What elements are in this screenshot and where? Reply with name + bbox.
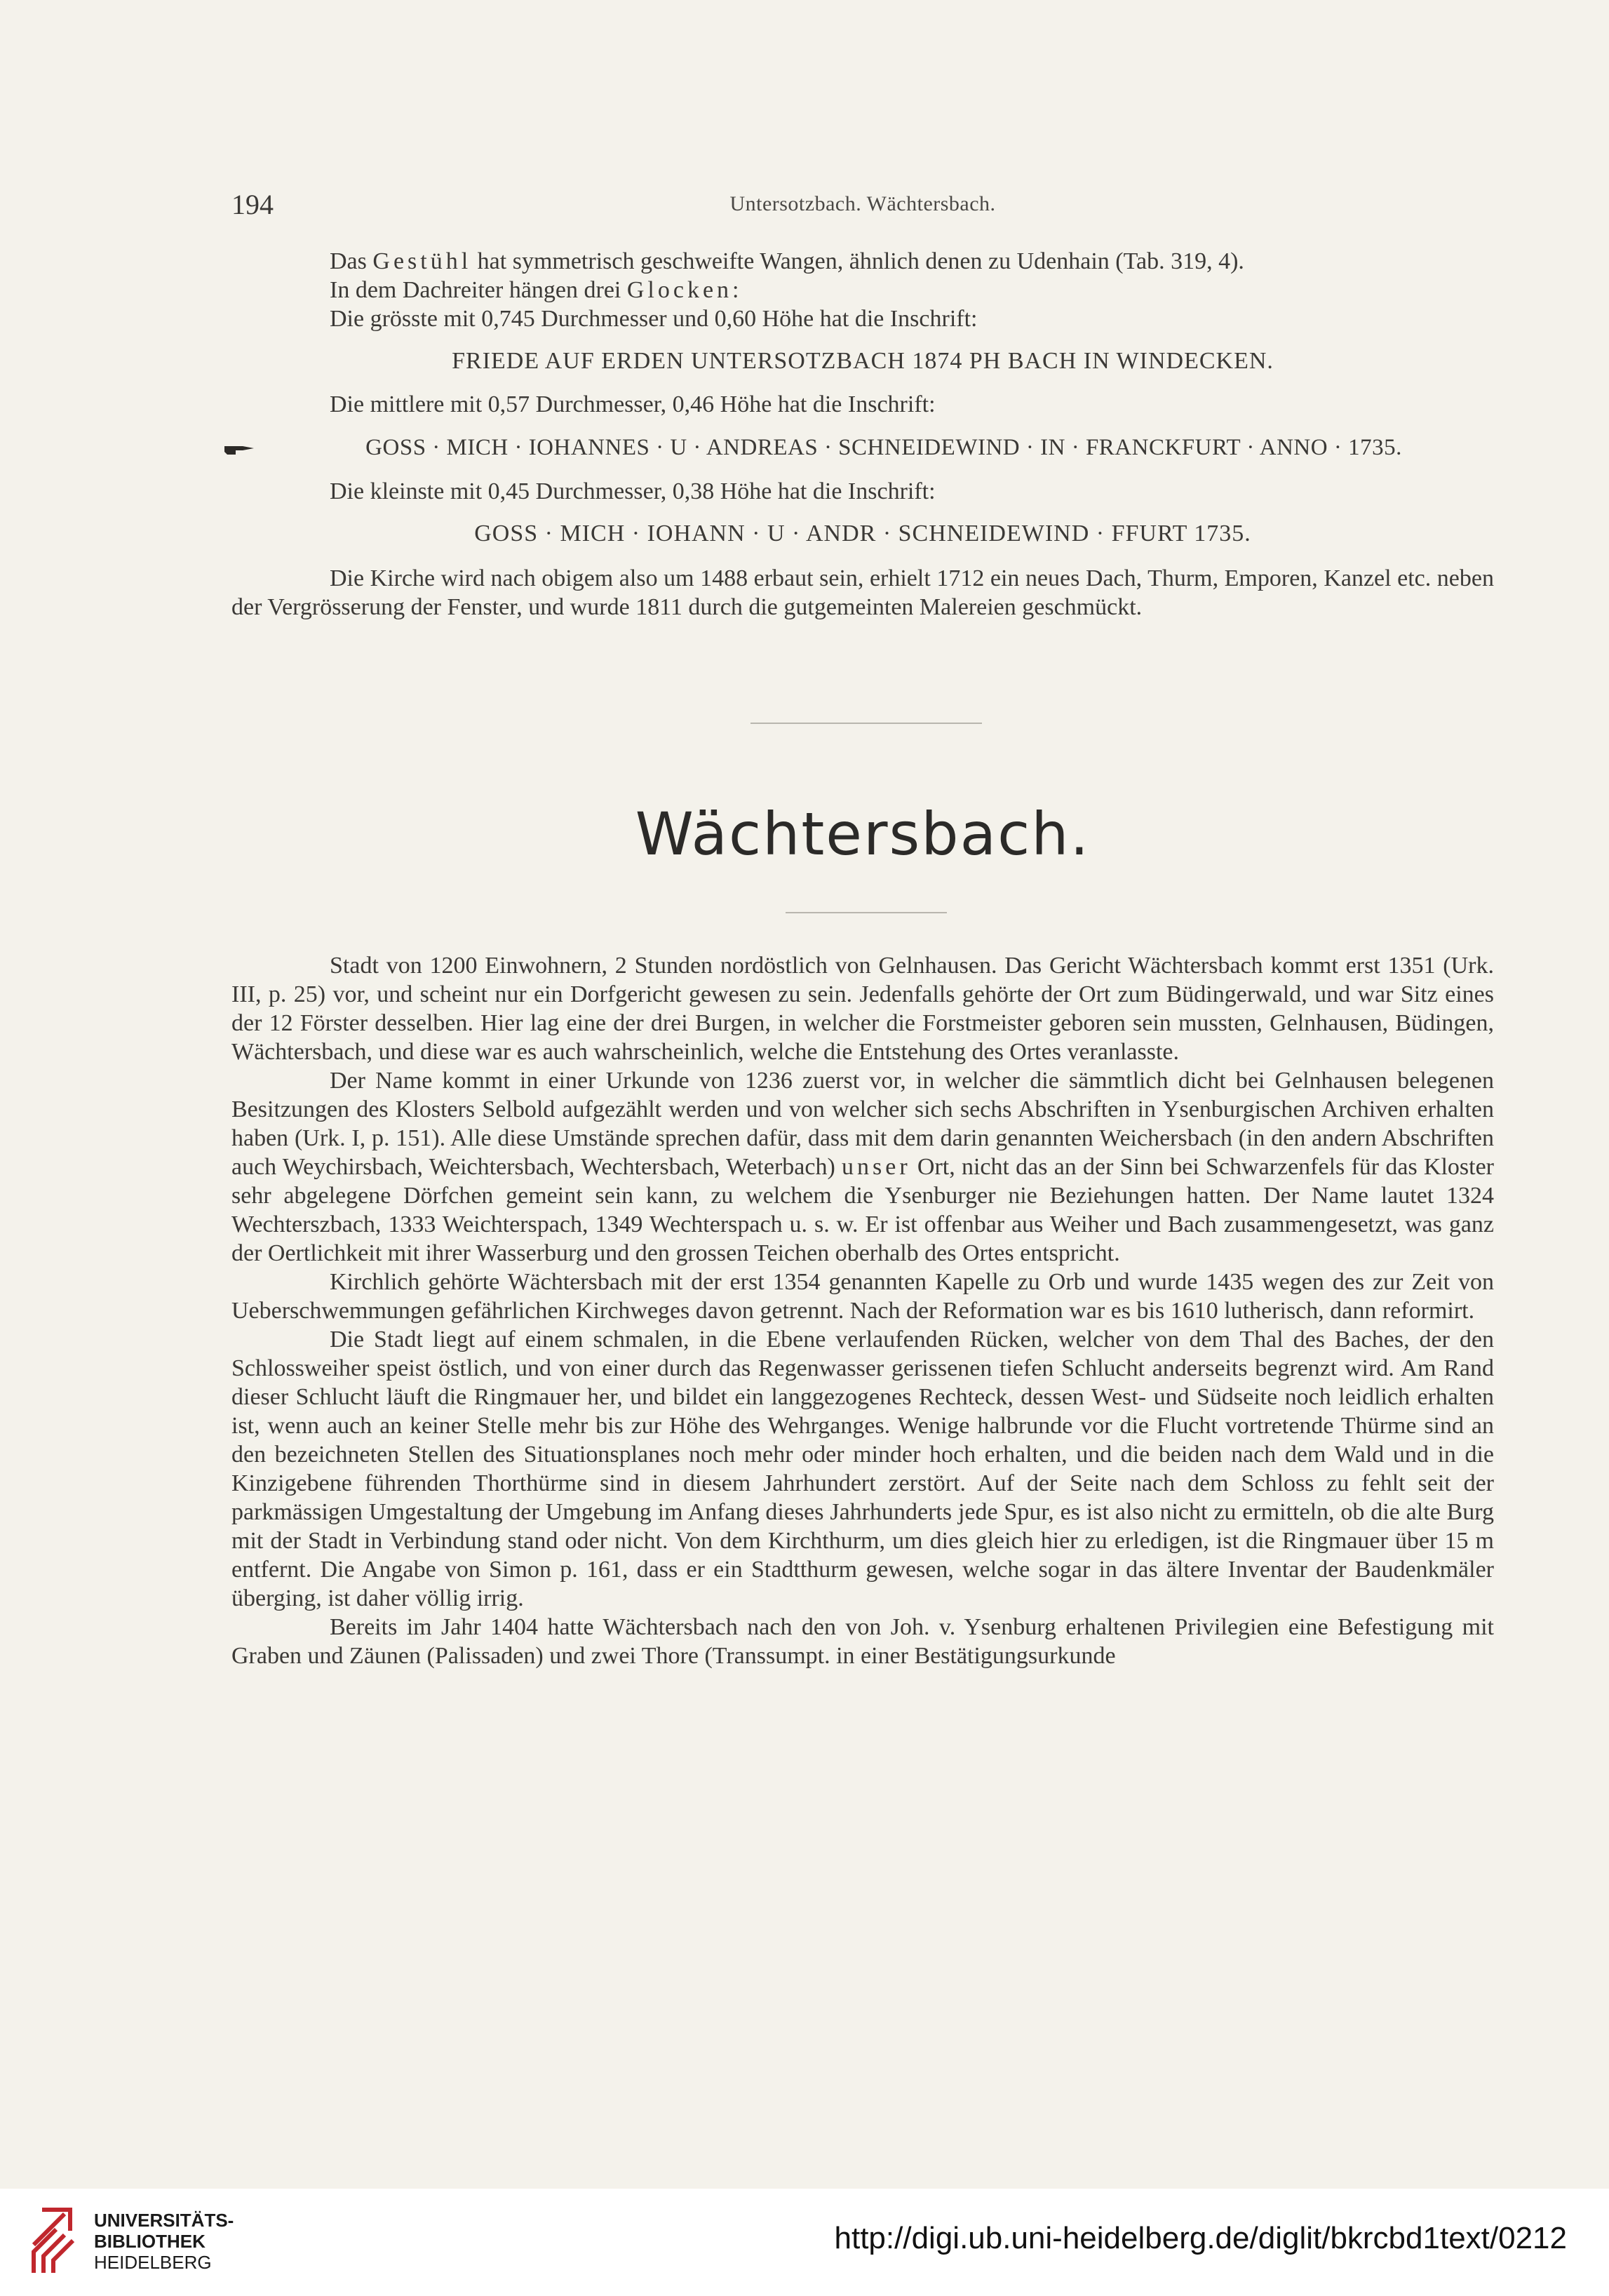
title-underline xyxy=(786,912,947,913)
bell-description xyxy=(231,247,1494,333)
middle-bell-text: Die mittlere mit 0,57 Durchmesser, 0,46 Höhe hat die Inschrift: xyxy=(330,391,936,417)
bells-line: In dem Dachreiter hängen drei Glocken: xyxy=(330,277,739,303)
section-title: Wächtersbach. xyxy=(635,800,1091,868)
paragraph-4: Die Stadt liegt auf einem schmalen, in die Ebene verlaufenden Rücken, welcher von dem Thal des Baches, der den Schlossweiher speist östlich, und von einer durch das Regenwasser gerissenen tiefen Schlucht anderseits begrenzt wird. Am Rand dieser Schlucht läuft die Ringmauer her, und bildet ein langgezogenes Rechteck, dessen West- und Südseite noch leidlich erhalten ist, wenn auch an keiner Stelle mehr bis zur Höhe des Wehrganges. Wenige halbrunde vor die Flucht vortretende Thürme sind an den bezeichneten Stellen des Situationsplanes noch mehr oder minder hoch erhalten, und die beiden nach dem Wald und in die Kinzigebene führenden Thorthürme sind in diesem Jahrhundert zerstört. Auf der Seite nach dem Schloss zu fehlt seit der parkmässigen Umgestaltung der Umgebung im Anfang dieses Jahrhunderts jede Spur, es ist also nicht zu ermitteln, ob die alte Burg mit der Stadt in Verbindung stand oder nicht. Von dem Kirchthurm, um dies gleich hier zu erledigen, ist die Ringmauer über 15 m entfernt. Die Angabe von Simon p. 161, dass er ein Stadtthurm gewesen, welche sogar in das ältere Inventar der Baudenkmäler überging, ist daher völlig irrig. xyxy=(231,1327,1494,1611)
inscription-3: GOSS · MICH · IOHANN · U · ANDR · SCHNEIDEWIND · FFURT 1735. xyxy=(474,521,1251,546)
section-divider xyxy=(750,723,982,724)
footer-bar xyxy=(0,2189,1609,2296)
paragraph-5: Bereits im Jahr 1404 hatte Wächtersbach nach den von Joh. v. Ysenburg erhaltenen Privilegien eine Befestigung mit Graben und Zäunen (Palissaden) und zwei Thore (Transsumpt. in einer Bestätigungsurkunde xyxy=(231,1614,1494,1669)
paragraph-2: Der Name kommt in einer Urkunde von 1236 zuerst vor, in welcher die sämmtlich dicht bei Gelnhausen belegenen Besitzungen des Klosters Selbold aufgezählt werden und von welcher sich sechs Abschriften in Ysenburgischen Archiven erhalten haben (Urk. I, p. 151). Alle diese Umstände sprechen dafür, dass mit dem darin genannten Weichersbach (in den andern Abschriften auch Weychirsbach, Weichtersbach, Wechtersbach, Weterbach) unser Ort, nicht das an der Sinn bei Schwarzenfels für das Kloster sehr abgelegene Dörfchen gemeint sein kann, zu welchem die Ysenburger nie Beziehungen hatten. Der Name lautet 1324 Wechterszbach, 1333 Weichterspach, 1349 Wechterspach u. s. w. Er ist offenbar aus Weiher und Bach zusammengesetzt, was ganz der Oertlichkeit mit ihrer Wasserburg und den grossen Teichen oberhalb des Ortes entspricht. xyxy=(231,1068,1494,1266)
inscription-1: FRIEDE AUF ERDEN UNTERSOTZBACH 1874 PH BACH IN WINDECKEN. xyxy=(452,348,1274,374)
inscription-2: GOSS · MICH · IOHANNES · U · ANDREAS · SCHNEIDEWIND · IN · FRANCKFURT · ANNO · 1735. xyxy=(365,435,1402,460)
pews-line: Das Gestühl hat symmetrisch geschweifte Wangen, ähnlich denen zu Udenhain (Tab. 319, 4). xyxy=(330,248,1244,274)
paragraph-3: Kirchlich gehörte Wächtersbach mit der erst 1354 genannten Kapelle zu Orb und wurde 1435 wegen des zur Zeit von Ueberschwemmungen gefährlichen Kirchweges davon getrennt. Nach der Reformation war es bis 1610 lutherisch, dann reformirt. xyxy=(231,1269,1494,1324)
main-body xyxy=(231,951,1494,1670)
university-library-logo-icon xyxy=(28,2203,84,2280)
library-name: UNIVERSITÄTS- BIBLIOTHEK HEIDELBERG xyxy=(94,2210,234,2273)
running-head: Untersotzbach. Wächtersbach. xyxy=(729,192,996,215)
page-number: 194 xyxy=(231,189,274,220)
largest-bell-line: Die grösste mit 0,745 Durchmesser und 0,60 Höhe hat die Inschrift: xyxy=(330,306,978,332)
church-paragraph: Die Kirche wird nach obigem also um 1488 erbaut sein, erhielt 1712 ein neues Dach, Thurm, Emporen, Kanzel etc. neben der Vergrösserung der Fenster, und wurde 1811 durch die gutgemeinten Malereien geschmückt. xyxy=(231,565,1494,620)
paragraph-1: Stadt von 1200 Einwohnern, 2 Stunden nordöstlich von Gelnhausen. Das Gericht Wächtersbach kommt erst 1351 (Urk. III, p. 25) vor, und scheint nur ein Dorfgericht gewesen zu sein. Jedenfalls gehörte der Ort zum Büdingerwald, und war Sitz eines der 12 Förster desselben. Hier lag eine der drei Burgen, in welcher die Forstmeister geboren sein mussten, Gelnhausen, Büdingen, Wächtersbach, und diese war es auch wahrscheinlich, welche die Entstehung des Ortes veranlasste. xyxy=(231,953,1494,1065)
source-url-link[interactable]: http://digi.ub.uni-heidelberg.de/diglit/bkrcbd1text/0212 xyxy=(834,2221,1567,2255)
smallest-bell-text: Die kleinste mit 0,45 Durchmesser, 0,38 Höhe hat die Inschrift: xyxy=(330,478,936,504)
page-header xyxy=(231,188,1494,223)
pointing-hand-icon xyxy=(223,441,257,456)
